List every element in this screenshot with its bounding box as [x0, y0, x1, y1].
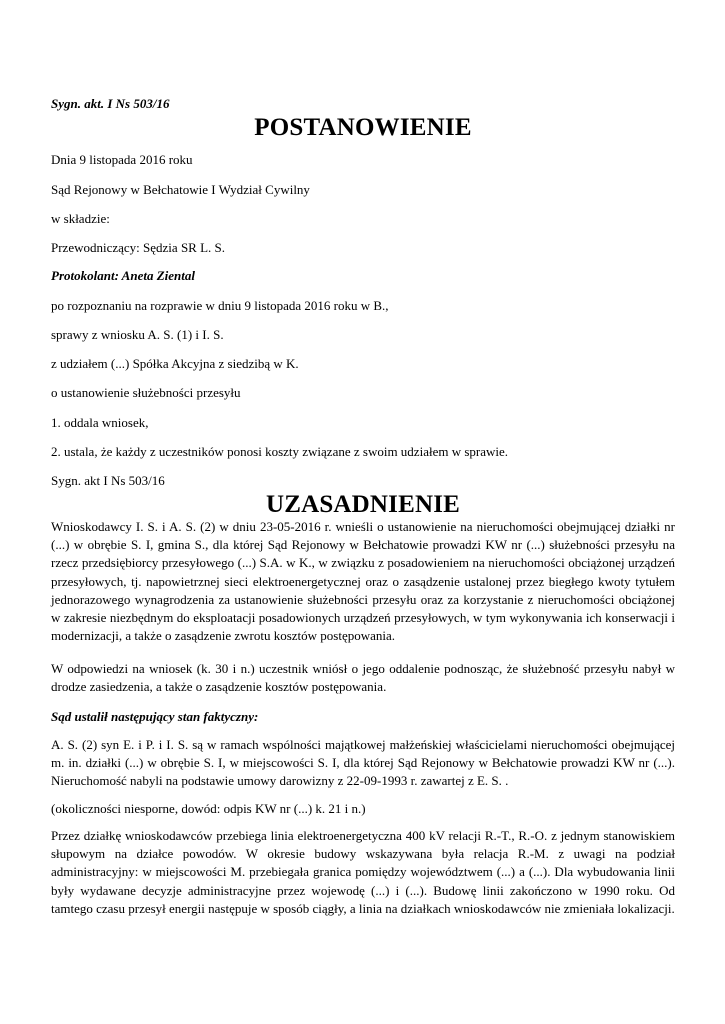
ruling-decision-item: 2. ustala, że każdy z uczestników ponosi koszty związane z swoim udziałem w sprawie. [51, 444, 509, 459]
ruling-case-parties: sprawy z wniosku A. S. (1) i I. S. [51, 327, 224, 342]
ruling-hearing: po rozpoznaniu na rozprawie w dniu 9 listopada 2016 roku w B., [51, 298, 389, 313]
ruling-court: Sąd Rejonowy w Bełchatowie I Wydział Cywilny [51, 182, 310, 197]
justification-paragraph: A. S. (2) syn E. i P. i I. S. są w ramach wspólności majątkowej małżeńskiej właścicielami nieruchomości obejmującej m. in. działki (...) w obrębie S. I, w miejscowości S. I, dla której Sąd Rejonowy w Bełchatowie prowadzi KW nr (...). Nieruchomość nabyli na podstawie umowy darowizny z 22-09-1993 r. zawartej z E. S. . [51, 737, 675, 789]
ruling-date: Dnia 9 listopada 2016 roku [51, 152, 193, 167]
justification-title: UZASADNIENIE [265, 491, 461, 518]
justification-paragraph: W odpowiedzi na wniosek (k. 30 i n.) uczestnik wniósł o jego oddalenie podnosząc, że służebność przesyłu nabył w drodze zasiedzenia, a także o zasądzenie kosztów postępowania. [51, 661, 675, 695]
ruling-clerk: Protokolant: Aneta Ziental [51, 268, 195, 283]
justification-paragraph: Przez działkę wnioskodawców przebiega linia elektroenergetyczna 400 kV relacji R.-T., R.-O. z jednym stanowiskiem słupowym na działce powodów. W okresie budowy wskazywana była relacja R.-M. z uwagi na podział administracyjny: w miejscowości M. przebiegała granica pomiędzy województwem (...) a (...). Dla wybudowania linii były wydawane decyzje administracyjne przez wojewodę (...) i (...). Budowę linii zakończono w 1990 roku. Od tamtego czasu przesył energii następuje w sposób ciągły, a linia na działkach wnioskodawców nie zmieniała lokalizacji. [51, 828, 675, 916]
case-signature-header: Sygn. akt. I Ns 503/16 [51, 96, 170, 111]
ruling-presiding-judge: Przewodniczący: Sędzia SR L. S. [51, 240, 226, 255]
justification-paragraph: Wnioskodawcy I. S. i A. S. (2) w dniu 23-05-2016 r. wnieśli o ustanowienie na nieruchomości obejmującej działki nr (...) w obrębie S. I, gmina S., dla której Sąd Rejonowy w Bełchatowie prowadzi KW nr (...) służebności przesyłu na rzecz przedsiębiorcy przesyłowego (...) S.A. w K., w związku z posadowieniem na nieruchomości obciążonej urządzeń przesyłowych, tj. napowietrznej sieci elektroenergetycznej oraz o zasądzenie ustalonej przez biegłego kwoty tytułem jednorazowego wynagrodzenia za ustanowienie służebności przesyłu oraz za korzystanie z nieruchomości obciążonej w zakresie niezbędnym do eksploatacji posadowionych urządzeń przesyłowych, w tym wykonywania ich konserwacji i modernizacji, a także o zasądzenie zwrotu kosztów postępowania. [51, 519, 675, 644]
ruling-subject: o ustanowienie służebności przesyłu [51, 385, 241, 400]
ruling-decision-item: 1. oddala wniosek, [51, 415, 149, 430]
ruling-participant: z udziałem (...) Spółka Akcyjna z siedzibą w K. [51, 356, 299, 371]
ruling-composition: w składzie: [51, 211, 110, 226]
ruling-title: POSTANOWIENIE [254, 114, 472, 141]
justification-evidence-note: (okoliczności niesporne, dowód: odpis KW nr (...) k. 21 i n.) [51, 801, 366, 816]
ruling-signature: Sygn. akt I Ns 503/16 [51, 473, 165, 488]
facts-heading: Sąd ustalił następujący stan faktyczny: [51, 709, 259, 724]
